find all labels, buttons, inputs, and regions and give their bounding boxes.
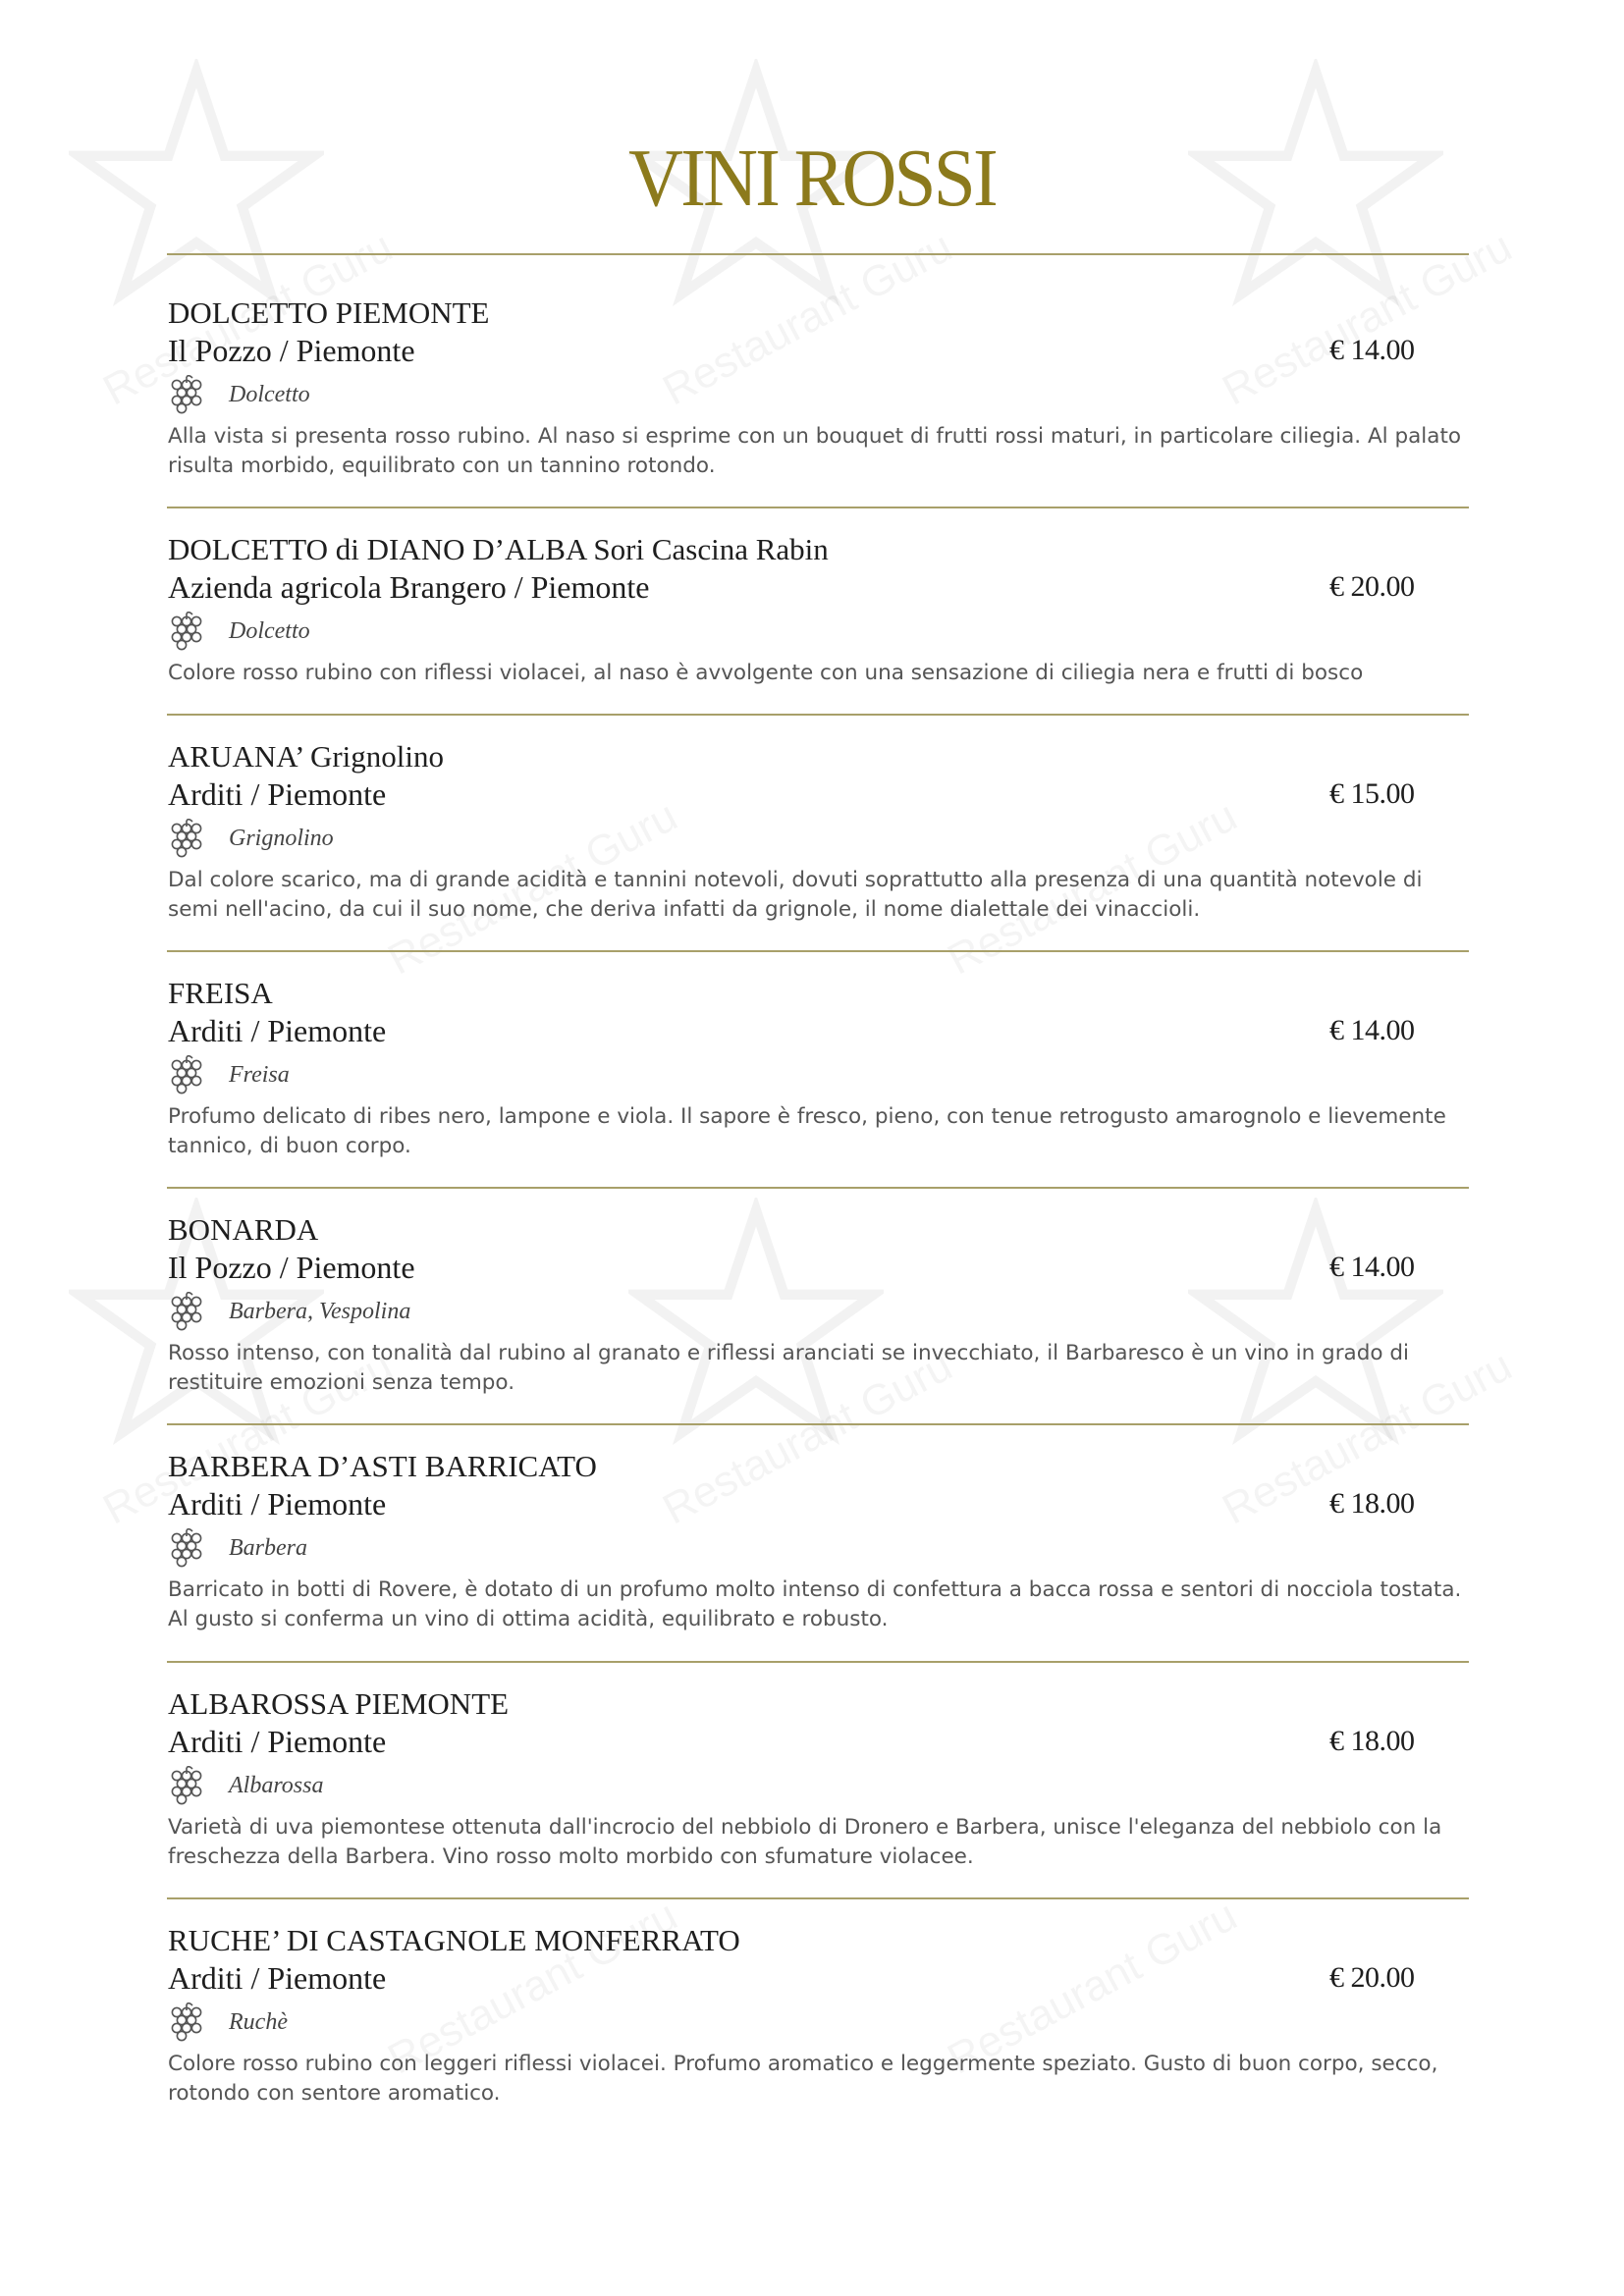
divider [167, 1661, 1469, 1663]
grape-icon [169, 612, 204, 651]
divider [167, 253, 1469, 255]
watermark-star-icon [1188, 1198, 1443, 1453]
wine-producer: Il Pozzo / Piemonte [168, 1250, 415, 1285]
wine-price: € 14.00 [1329, 334, 1415, 366]
divider [167, 1187, 1469, 1189]
wine-description: Colore rosso rubino con leggeri riflessi violacei. Profumo aromatico e leggermente speziato. Gusto di buon corpo, secco, rotondo con sentore aromatico. [168, 2052, 1438, 2106]
wine-price: € 14.00 [1329, 1014, 1415, 1046]
wine-producer: Arditi / Piemonte [168, 1486, 387, 1522]
wine-name: ALBAROSSA PIEMONTE [168, 1686, 510, 1721]
wine-description: Colore rosso rubino con riflessi violacei, al naso è avvolgente con una sensazione di ciliegia nera e frutti di bosco [168, 661, 1364, 685]
grape-variety: Freisa [229, 1062, 290, 1088]
watermark-star-icon [628, 1198, 884, 1453]
grape-variety: Albarossa [229, 1773, 324, 1798]
wine-name: DOLCETTO PIEMONTE [168, 295, 490, 330]
wine-producer: Arditi / Piemonte [168, 776, 387, 812]
grape-icon [169, 1528, 204, 1568]
grape-variety: Ruchè [229, 2009, 288, 2035]
divider [167, 1423, 1469, 1425]
grape-variety: Barbera, Vespolina [229, 1299, 411, 1324]
divider [167, 507, 1469, 508]
page-title: VINI ROSSI [628, 133, 996, 224]
wine-description: Barricato in botti di Rovere, è dotato di un profumo molto intenso di confettura a bacca rossa e sentori di nocciola tostata. Al gusto si conferma un vino di ottima acidità, equilibrato e robusto. [168, 1577, 1462, 1631]
grape-icon [169, 375, 204, 414]
divider [167, 1897, 1469, 1899]
wine-price: € 14.00 [1329, 1251, 1415, 1283]
wine-price: € 18.00 [1329, 1725, 1415, 1757]
grape-icon [169, 819, 204, 858]
wine-name: ARUANA’ Grignolino [168, 739, 444, 774]
wine-name: BONARDA [168, 1212, 319, 1247]
watermark-text [1215, 223, 1520, 416]
wine-producer: Il Pozzo / Piemonte [168, 333, 415, 368]
wine-name: FREISA [168, 976, 273, 1010]
wine-description: Varietà di uva piemontese ottenuta dall'incrocio del nebbiolo di Dronero e Barbera, unisce l'eleganza del nebbiolo con la freschezza della Barbera. Vino rosso molto morbido con sfumature violacee. [168, 1815, 1442, 1869]
divider [167, 950, 1469, 952]
grape-icon [169, 1766, 204, 1805]
wine-producer: Azienda agricola Brangero / Piemonte [168, 569, 650, 605]
wine-price: € 20.00 [1329, 570, 1415, 603]
wine-producer: Arditi / Piemonte [168, 1960, 387, 1996]
grape-variety: Dolcetto [229, 618, 310, 644]
grape-icon [169, 1055, 204, 1095]
grape-variety: Barbera [229, 1535, 307, 1561]
wine-description: Dal colore scarico, ma di grande acidità e tannini notevoli, dovuti soprattutto alla presenza di una quantità notevole di semi nell'acino, da cui il suo nome, che deriva infatti da grignole, il nome dialettale dei vinaccioli. [168, 868, 1423, 922]
watermark-text [655, 223, 960, 416]
wine-producer: Arditi / Piemonte [168, 1013, 387, 1048]
wine-name: BARBERA D’ASTI BARRICATO [168, 1449, 597, 1483]
divider [167, 714, 1469, 716]
wine-name: DOLCETTO di DIANO D’ALBA Sori Cascina Rabin [168, 532, 829, 566]
grape-variety: Grignolino [229, 826, 334, 851]
wine-description: Profumo delicato di ribes nero, lampone e viola. Il sapore è fresco, pieno, con tenue retrogusto amarognolo e lievemente tannico, di buon corpo. [168, 1104, 1446, 1158]
grape-variety: Dolcetto [229, 382, 310, 407]
wine-description: Rosso intenso, con tonalità dal rubino al granato e riflessi aranciati se invecchiato, il Barbaresco è un vino in grado di restituire emozioni senza tempo. [168, 1341, 1409, 1395]
wine-price: € 18.00 [1329, 1487, 1415, 1520]
grape-icon [169, 2002, 204, 2042]
wine-name: RUCHE’ DI CASTAGNOLE MONFERRATO [168, 1923, 740, 1957]
wine-price: € 15.00 [1329, 777, 1415, 810]
wine-producer: Arditi / Piemonte [168, 1724, 387, 1759]
grape-icon [169, 1292, 204, 1331]
wine-description: Alla vista si presenta rosso rubino. Al naso si esprime con un bouquet di frutti rossi maturi, in particolare ciliegia. Al palato risulta morbido, equilibrato con un tannino rotondo. [168, 424, 1462, 478]
wine-price: € 20.00 [1329, 1961, 1415, 1994]
